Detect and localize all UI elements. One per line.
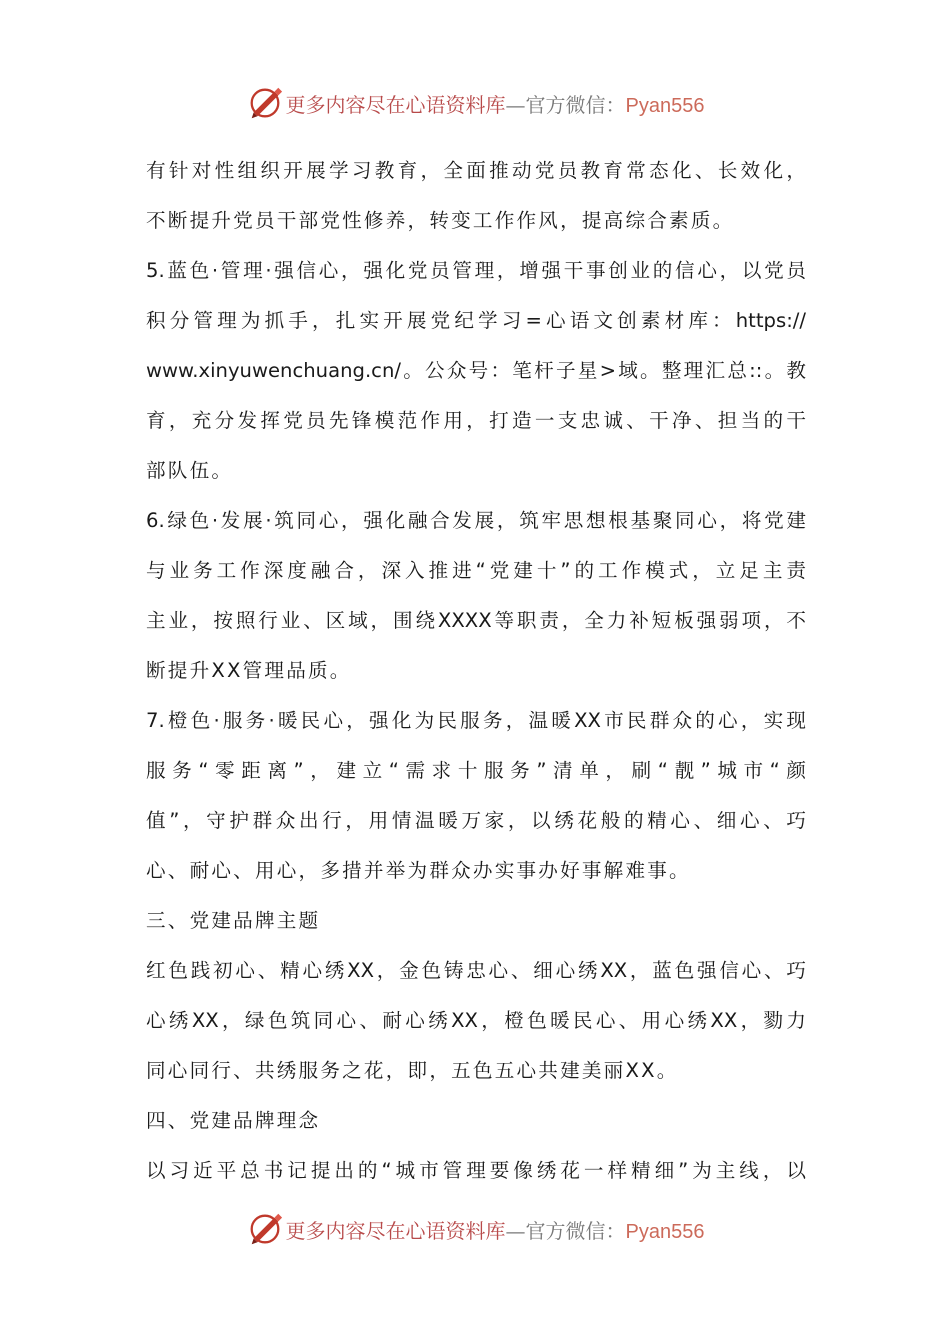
body-line: 不断提升党员干部党性修养，转变工作作风，提高综合素质。 [146, 209, 735, 232]
pen-logo-icon [246, 84, 284, 122]
body-line: www.xinyuwenchuang.cn/。公众号：笔杆子星>域。整理汇总::。教 [146, 359, 806, 382]
slogan-wechat-id: Pyan556 [625, 1220, 705, 1243]
body-line: 7.橙色·服务·暖民心，强化为民服务，温暖XX市民群众的心，实现 [146, 709, 806, 732]
section-heading: 三、党建品牌主题 [146, 909, 321, 932]
section-heading: 四、党建品牌理念 [146, 1109, 321, 1132]
slogan-wechat-label: 官方微信： [525, 1218, 626, 1243]
body-line: 有针对性组织开展学习教育，全面推动党员教育常态化、长效化， [146, 159, 806, 182]
body-line: 积分管理为抓手，扎实开展党纪学习=心语文创素材库：https:// [146, 309, 806, 332]
body-line: 断提升XX管理品质。 [146, 659, 352, 682]
slogan-dash: — [505, 1218, 526, 1243]
body-line: 育，充分发挥党员先锋模范作用，打造一支忠诚、干净、担当的干 [146, 409, 806, 432]
slogan-wechat-label: 官方微信： [525, 92, 626, 117]
body-line: 值”，守护群众出行，用情温暖万家，以绣花般的精心、细心、巧 [146, 809, 806, 832]
body-line: 心、耐心、用心，多措并举为群众办实事办好事解难事。 [146, 859, 691, 882]
slogan-main: 更多内容尽在心语资料库 [285, 92, 506, 117]
watermark-slogan [286, 89, 705, 118]
slogan-main: 更多内容尽在心语资料库 [285, 1218, 506, 1243]
body-line: 心绣XX，绿色筑同心、耐心绣XX，橙色暖民心、用心绣XX，勠力 [146, 1009, 806, 1032]
header-watermark-banner [0, 83, 950, 123]
body-line: 6.绿色·发展·筑同心，强化融合发展，筑牢思想根基聚同心，将党建 [146, 509, 806, 532]
watermark-slogan [286, 1215, 705, 1244]
body-line: 主业，按照行业、区域，围绕XXXX等职责，全力补短板强弱项，不 [146, 609, 806, 632]
body-line: 服务“零距离”，建立“需求十服务”清单，刷“靓”城市“颜 [146, 759, 806, 782]
body-line: 以习近平总书记提出的“城市管理要像绣花一样精细”为主线，以 [146, 1159, 806, 1182]
slogan-dash: — [505, 92, 526, 117]
document-body [146, 146, 806, 1196]
body-line: 部队伍。 [146, 459, 234, 482]
body-line: 5.蓝色·管理·强信心，强化党员管理，增强干事创业的信心，以党员 [146, 259, 806, 282]
footer-watermark-banner [0, 1209, 950, 1249]
body-line: 同心同行、共绣服务之花，即，五色五心共建美丽XX。 [146, 1059, 679, 1082]
pen-logo-icon [246, 1210, 284, 1248]
body-line: 红色践初心、精心绣XX，金色铸忠心、细心绣XX，蓝色强信心、巧 [146, 959, 806, 982]
slogan-wechat-id: Pyan556 [625, 94, 705, 117]
body-line: 与业务工作深度融合，深入推进“党建十”的工作模式，立足主责 [146, 559, 806, 582]
